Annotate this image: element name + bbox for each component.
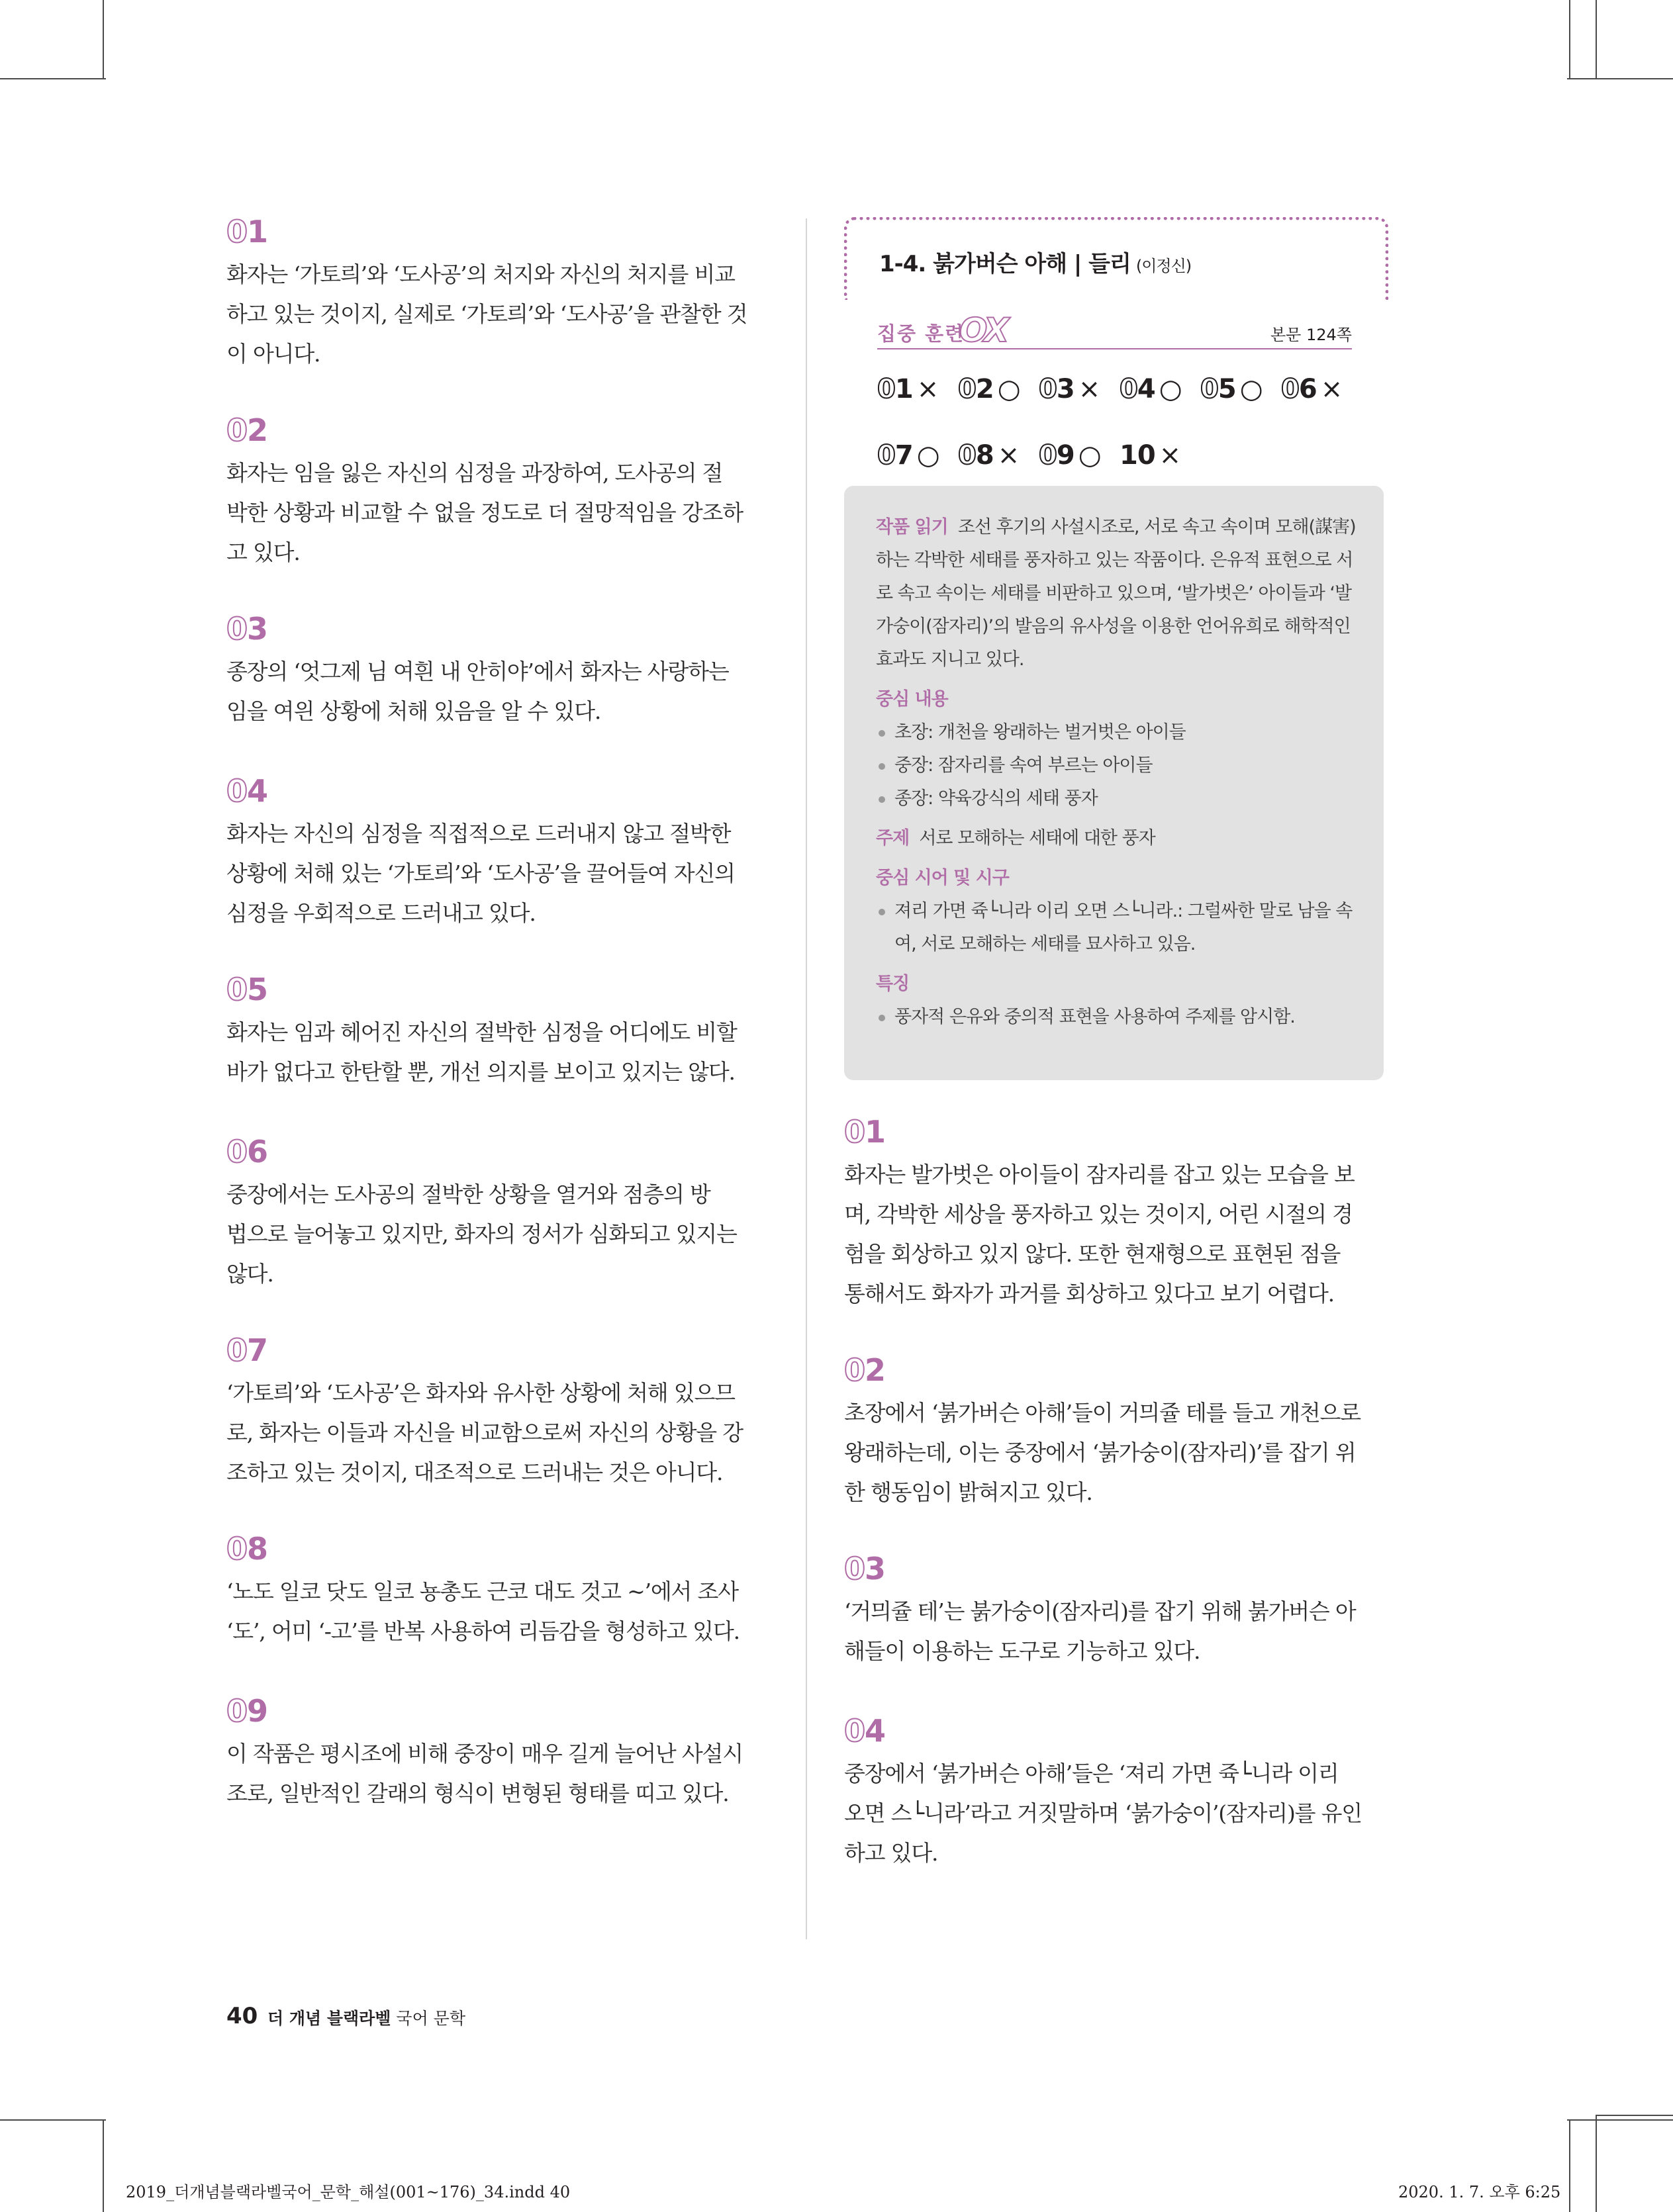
answer-row <box>877 374 1380 440</box>
crop-mark <box>1567 2119 1673 2121</box>
content-item: 중장: 잠자리를 속여 부르는 아이들 <box>876 749 1359 782</box>
question-number: 02 <box>844 1352 886 1388</box>
left-answer-01 <box>226 215 769 374</box>
question-number: 08 <box>226 1531 268 1567</box>
answer-text: ‘가토릐’와 ‘도사공’은 화자와 유사한 상황에 처해 있으므 로, 화자는 이들과 자신을 비교함으로써 자신의 상황을 강 조하고 있는 것이지, 대조적으로 드러내는 것은 아니다. <box>226 1380 743 1485</box>
ox-answer: 07 ○ <box>877 440 939 471</box>
answer-text: 중장에서 ‘붉가버슨 아해’들은 ‘져리 가면 쥭└니라 이리 오면 스└니라’라고 거짓말하며 ‘붉가숭이’(잠자리)를 유인 하고 있다. <box>844 1761 1362 1866</box>
right-answer-04 <box>844 1714 1387 1873</box>
print-slug-file: 2019_더개념블랙라벨국어_문학_해설(001~176)_34.indd 40 <box>126 2183 571 2201</box>
answer-text: 화자는 임을 잃은 자신의 심정을 과장하여, 도사공의 절 박한 상황과 비교할 수 없을 정도로 더 절망적임을 강조하 고 있다. <box>226 460 743 565</box>
ox-answer: 10 × <box>1120 440 1181 471</box>
crop-mark <box>1569 2119 1570 2212</box>
right-answer-02 <box>844 1354 1387 1512</box>
right-answer-01 <box>844 1115 1387 1314</box>
crop-mark <box>103 2119 104 2212</box>
answer-text: 화자는 자신의 심정을 직접적으로 드러내지 않고 절박한 상황에 처해 있는 ‘가토릐’와 ‘도사공’을 끌어들여 자신의 심정을 우회적으로 드러내고 있다. <box>226 821 735 926</box>
ox-answer: 01 × <box>877 374 939 404</box>
ox-answer: 02 ○ <box>958 374 1020 404</box>
left-answer-06 <box>226 1135 769 1294</box>
question-number: 04 <box>844 1713 886 1749</box>
left-answer-07 <box>226 1334 769 1493</box>
column-divider <box>806 218 807 1939</box>
question-number: 04 <box>226 773 268 809</box>
reading-label: 작품 읽기 <box>876 517 948 537</box>
crop-mark <box>0 2119 106 2121</box>
ox-icon: OX <box>959 311 1007 349</box>
training-label: 집중 훈련 <box>877 322 965 345</box>
ox-answer: 04 ○ <box>1120 374 1182 404</box>
crop-mark <box>1596 2115 1597 2212</box>
question-number: 01 <box>844 1114 886 1150</box>
answer-text: ‘거믜쥴 테’는 붉가숭이(잠자리)를 잡기 위해 붉가버슨 아 해들이 이용하는 도구로 기능하고 있다. <box>844 1598 1356 1664</box>
crop-mark <box>1596 0 1597 79</box>
left-answer-09 <box>226 1694 769 1814</box>
ox-answer: 06 × <box>1281 374 1343 404</box>
verse-item: 져리 가면 쥭└니라 이리 오면 스└니라.: 그럴싸한 말로 남을 속여, 서로 모해하는 세태를 묘사하고 있음. <box>876 895 1359 961</box>
theme-label: 주제 <box>876 828 910 849</box>
section-author: (이정신) <box>1135 257 1192 275</box>
left-answer-02 <box>226 414 769 573</box>
section-title: 1-4. 붉가버슨 아해 | 들리 (이정신) <box>879 251 1192 277</box>
content-item: 종장: 약육강식의 세태 풍자 <box>876 782 1359 815</box>
answer-text: 화자는 임과 헤어진 자신의 절박한 심정을 어디에도 비할 바가 없다고 한탄할 뿐, 개선 의지를 보이고 있지는 않다. <box>226 1019 737 1085</box>
answer-text: 이 작품은 평시조에 비해 중장이 매우 길게 늘어난 사설시 조로, 일반적인 갈래의 형식이 변형된 형태를 띠고 있다. <box>226 1741 743 1806</box>
section-header-box <box>844 217 1388 300</box>
answer-text: 화자는 발가벗은 아이들이 잠자리를 잡고 있는 모습을 보 며, 각박한 세상을 풍자하고 있는 것이지, 어린 시절의 경 험을 회상하고 있지 않다. 또한 현재형으로 표현된 점을 통해서도 화자가 과거를 회상하고 있다고 보기 어렵다. <box>844 1162 1355 1307</box>
left-answer-03 <box>226 612 769 731</box>
right-answer-03 <box>844 1552 1387 1671</box>
work-summary-box <box>844 486 1384 1080</box>
answer-text: 중장에서는 도사공의 절박한 상황을 열거와 점층의 방 법으로 늘어놓고 있지만, 화자의 정서가 심화되고 있지는 않다. <box>226 1181 737 1287</box>
ox-answer: 09 ○ <box>1039 440 1101 471</box>
answer-text: ‘노도 일코 닷도 일코 뇽총도 근코 대도 것고 ~’에서 조사 ‘도’, 어미 ‘-고’를 반복 사용하여 리듬감을 형성하고 있다. <box>226 1579 740 1644</box>
page-reference: 본문 124쪽 <box>1270 326 1352 344</box>
crop-mark <box>103 0 104 79</box>
content-heading: 중심 내용 <box>876 689 948 710</box>
ox-answer: 05 ○ <box>1200 374 1263 404</box>
question-number: 01 <box>226 214 268 250</box>
print-slug-date: 2020. 1. 7. 오후 6:25 <box>1398 2183 1561 2201</box>
reading-section <box>876 511 1359 676</box>
theme-section <box>876 822 1359 855</box>
content-item: 초장: 개천을 왕래하는 벌거벗은 아이들 <box>876 716 1359 749</box>
left-answer-05 <box>226 973 769 1092</box>
ox-answer: 08 × <box>958 440 1020 471</box>
verse-heading: 중심 시어 및 시구 <box>876 868 1009 888</box>
answer-text: 화자는 ‘가토릐’와 ‘도사공’의 처지와 자신의 처지를 비교 하고 있는 것이지, 실제로 ‘가토릐’와 ‘도사공’을 관찰한 것 이 아니다. <box>226 261 747 367</box>
feature-item: 풍자적 은유와 중의적 표현을 사용하여 주제를 암시함. <box>876 1001 1359 1034</box>
left-answer-08 <box>226 1532 769 1651</box>
answer-text: 초장에서 ‘붉가버슨 아해’들이 거믜쥴 테를 들고 개천으로 왕래하는데, 이는 중장에서 ‘붉가숭이(잠자리)’를 잡기 위 한 행동임이 밝혀지고 있다. <box>844 1400 1361 1505</box>
crop-mark <box>1596 2115 1673 2116</box>
feature-heading: 특징 <box>876 974 910 994</box>
ox-answer: 03 × <box>1039 374 1100 404</box>
question-number: 09 <box>226 1693 268 1729</box>
question-number: 03 <box>844 1551 886 1587</box>
reading-text: 조선 후기의 사설시조로, 서로 속고 속이며 모해(謀害)하는 각박한 세태를 풍자하고 있는 작품이다. 은유적 표현으로 서로 속고 속이는 세태를 비판하고 있으며, ‘발가벗은’ 아이들과 ‘발가숭이(잠자리)’의 발음의 유사성을 이용한 언어유희로 해학적인 효과도 지니고 있다. <box>876 517 1356 670</box>
theme-text: 서로 모해하는 세태에 대한 풍자 <box>919 828 1155 849</box>
book-title: 더 개념 블랙라벨 국어 문학 <box>267 2009 465 2028</box>
answer-text: 종장의 ‘엇그제 님 여흰 내 안히야’에서 화자는 사랑하는 임을 여읜 상황에 처해 있음을 알 수 있다. <box>226 659 729 724</box>
crop-mark <box>0 78 106 79</box>
question-number: 06 <box>226 1134 268 1170</box>
crop-mark <box>1596 78 1673 79</box>
page-number: 40 <box>226 2003 258 2029</box>
question-number: 03 <box>226 611 268 647</box>
left-answer-04 <box>226 774 769 933</box>
question-number: 05 <box>226 972 268 1007</box>
training-header <box>877 311 1352 349</box>
question-number: 07 <box>226 1332 268 1368</box>
crop-mark <box>1569 0 1570 79</box>
question-number: 02 <box>226 412 268 448</box>
